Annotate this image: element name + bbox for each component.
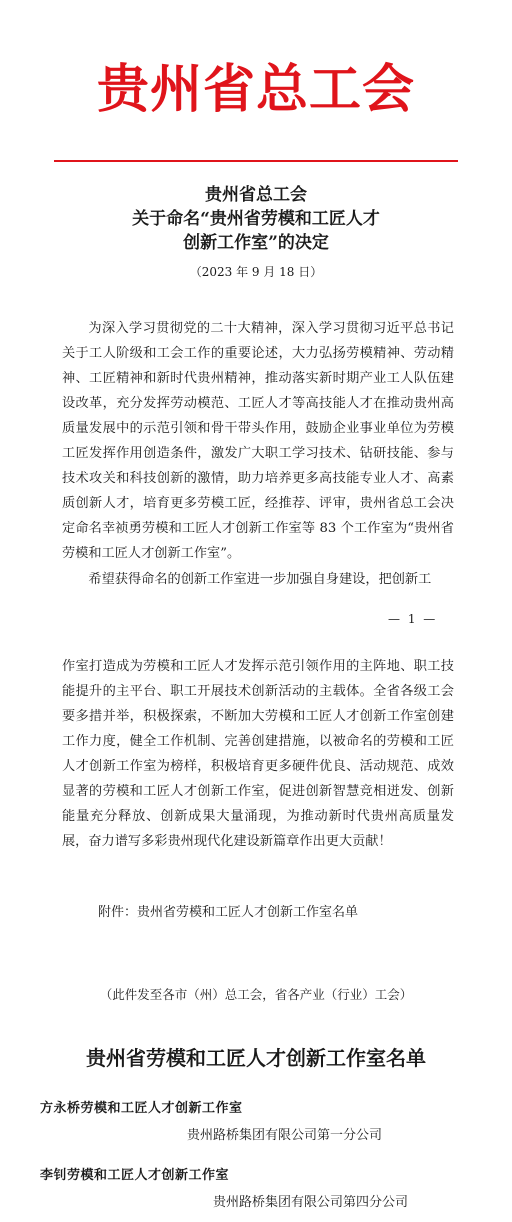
distribution-note: （此件发至各市（州）总工会，省各产业（行业）工会） [99, 987, 413, 1002]
title-line: 创新工作室”的决定 [183, 233, 329, 253]
title-line: 贵州省总工会 [205, 185, 307, 205]
studio-name: 方永桥劳模和工匠人才创新工作室 [40, 1101, 243, 1116]
studio-name: 李钊劳模和工匠人才创新工作室 [40, 1168, 230, 1183]
body-paragraph-2: 希望获得命名的创新工作室进一步加强自身建设，把创新工 [88, 572, 432, 587]
document-title [0, 183, 512, 255]
red-divider-line [54, 160, 458, 162]
page-number: — 1 — [388, 612, 438, 626]
body-paragraph-1: 为深入学习贯彻党的二十大精神，深入学习贯彻习近平总书记关于工人阶级和工会工作的重要论述，大力弘扬劳模精神、劳动精神、工匠精神和新时代贵州精神，推动落实新时期产业工人队伍建设改革，充分发挥劳动模范、工匠人才等高技能人才在推动贵州高质量发展中的示范引领和骨干带头作用，鼓励企业事业单位为劳模工匠发挥作用创造条件，激发广大职工学习技术、钻研技能、参与技术攻关和科技创新的激情，助力培养更多高技能专业人才、高素质创新人才，培育更多劳模工匠，经推荐、评审，贵州省总工会决定命名幸祯勇劳模和工匠人才创新工作室等 83 个工作室为“贵州省劳模和工匠人才创新工作室”。 [62, 321, 454, 561]
list-title: 贵州省劳模和工匠人才创新工作室名单 [86, 1046, 426, 1070]
title-line: 关于命名“贵州省劳模和工匠人才 [132, 209, 380, 229]
document-date: （2023 年 9 月 18 日） [189, 265, 323, 279]
body-paragraph-continued: 作室打造成为劳模和工匠人才发挥示范引领作用的主阵地、职工技能提升的主平台、职工开展技术创新活动的主载体。全省各级工会要多措并举，积极探索，不断加大劳模和工匠人才创新工作室创建工作力度，健全工作机制、完善创建措施，以被命名的劳模和工匠人才创新工作室为榜样，积极培育更多硬件优良、活动规范、成效显著的劳模和工匠人才创新工作室，促进创新智慧竞相迸发、创新能量充分释放、创新成果大量涌现，为推动新时代贵州高质量发展，奋力谱写多彩贵州现代化建设新篇章作出更大贡献！ [62, 659, 454, 849]
masthead-title: 贵州省总工会 [96, 59, 415, 120]
studio-org: 贵州路桥集团有限公司第四分公司 [212, 1195, 408, 1210]
attachment-note: 附件：贵州省劳模和工匠人才创新工作室名单 [98, 905, 359, 920]
studio-org: 贵州路桥集团有限公司第一分公司 [186, 1128, 382, 1143]
